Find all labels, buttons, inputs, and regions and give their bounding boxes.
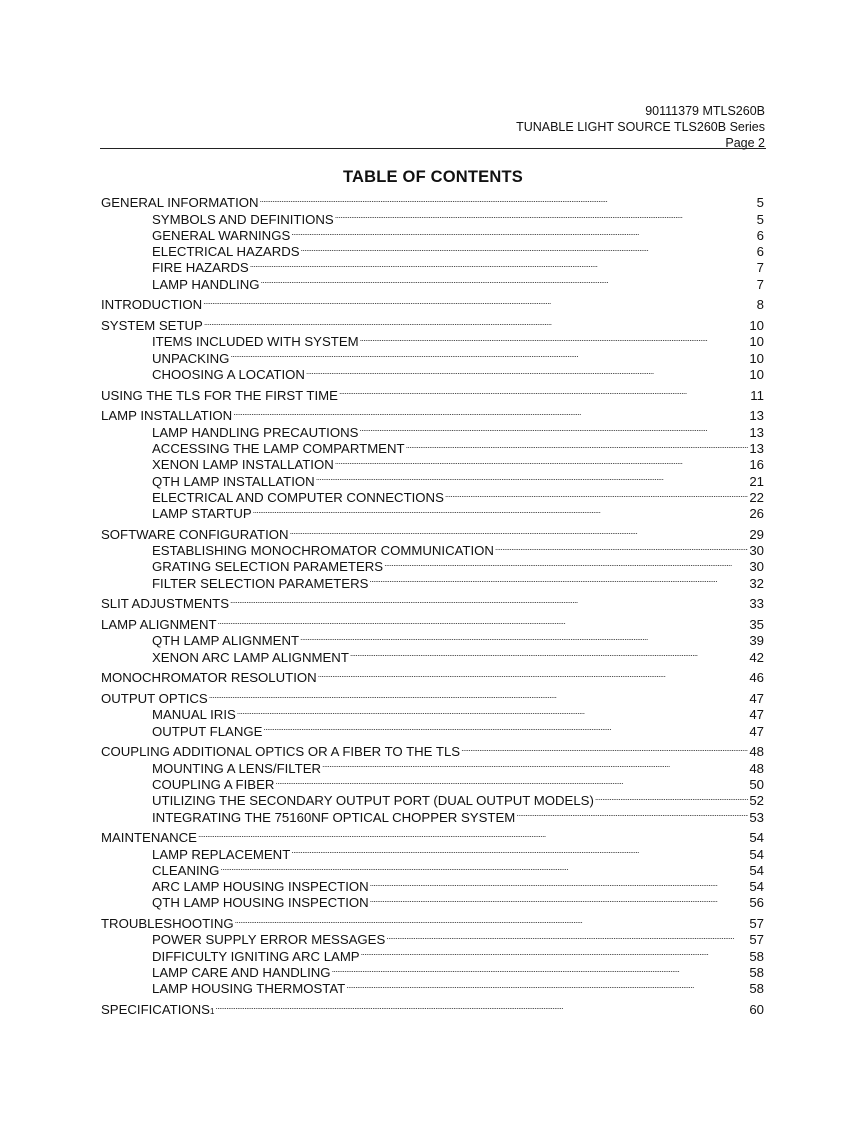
dot-leader (301, 240, 756, 256)
toc-entry-page: 5 (756, 211, 764, 227)
toc-entry-label: FILTER SELECTION PARAMETERS (152, 575, 369, 591)
toc-entry-page: 47 (749, 707, 764, 723)
dot-leader (461, 740, 748, 756)
toc-entry-page: 5 (756, 195, 764, 211)
toc-entry-label: ITEMS INCLUDED WITH SYSTEM (152, 334, 359, 350)
dot-leader (335, 453, 749, 469)
dot-leader (339, 383, 749, 399)
dot-leader (322, 756, 748, 772)
dot-leader (215, 998, 748, 1014)
dot-leader (370, 875, 749, 891)
product-name: TUNABLE LIGHT SOURCE TLS260B Series (516, 120, 765, 134)
doc-number: 90111379 MTLS260B (645, 104, 765, 118)
toc-entry-page: 8 (756, 297, 764, 313)
toc-entry-page: 11 (750, 387, 764, 403)
dot-leader (300, 629, 748, 645)
toc-entry-page: 58 (749, 981, 764, 997)
toc-entry-page: 6 (756, 227, 764, 243)
dot-leader (445, 486, 748, 502)
dot-leader (291, 842, 748, 858)
dot-leader (237, 703, 749, 719)
dot-leader (361, 944, 749, 960)
dot-leader (369, 571, 748, 587)
dot-leader (290, 523, 749, 539)
footnote-marker: 1 (209, 1007, 215, 1017)
toc-entry-label: OUTPUT FLANGE (152, 723, 263, 739)
toc-entry-label: GENERAL INFORMATION (101, 195, 259, 211)
toc-entry-page: 46 (749, 670, 764, 686)
dot-leader (218, 613, 749, 629)
toc-entry-page: 13 (749, 424, 764, 440)
dot-leader (220, 859, 748, 875)
toc-section-entry[interactable] (101, 613, 764, 633)
toc-entry-label: LAMP INSTALLATION (101, 408, 233, 424)
toc-section-entry[interactable] (101, 826, 764, 846)
toc-entry-label: ELECTRICAL HAZARDS (152, 244, 300, 260)
toc-entry-page: 58 (749, 965, 764, 981)
toc-entry-label: QTH LAMP HOUSING INSPECTION (152, 895, 369, 911)
toc-entry-label: GENERAL WARNINGS (152, 227, 291, 243)
toc-section-entry[interactable] (101, 191, 764, 211)
toc-entry-page: 10 (749, 350, 764, 366)
toc-section-entry[interactable] (101, 592, 764, 612)
toc-entry-page: 22 (749, 489, 764, 505)
toc-section-entry[interactable] (101, 740, 764, 760)
toc-entry-label: COUPLING A FIBER (152, 777, 275, 792)
toc-entry-page: 60 (749, 1002, 764, 1018)
toc-entry-label: MANUAL IRIS (152, 707, 236, 723)
toc-entry-label: USING THE TLS FOR THE FIRST TIME (101, 387, 338, 403)
toc-entry-label: UNPACKING (152, 350, 230, 366)
toc-entry-label: SYSTEM SETUP (101, 318, 203, 334)
dot-leader (335, 207, 756, 223)
toc-entry-label: CHOOSING A LOCATION (152, 367, 305, 383)
dot-leader (595, 789, 748, 805)
dot-leader (370, 891, 749, 907)
dot-leader (260, 191, 756, 207)
dot-leader (360, 330, 749, 346)
toc-entry-label: CLEANING (152, 862, 220, 878)
toc-entry-page: 42 (749, 649, 764, 665)
dot-leader (495, 539, 748, 555)
dot-leader (350, 645, 748, 661)
toc-entry-page: 10 (749, 334, 764, 350)
toc-entry-page: 52 (749, 793, 764, 809)
toc-entry-page: 7 (756, 260, 764, 276)
dot-leader (203, 293, 756, 309)
toc-entry-label: MOUNTING A LENS/FILTER (152, 760, 322, 776)
toc-entry-page: 33 (749, 596, 764, 612)
toc-entry-page: 54 (749, 846, 764, 862)
dot-leader (291, 224, 755, 240)
toc-entry-label: MAINTENANCE (101, 830, 197, 846)
dot-leader (516, 805, 748, 821)
toc-entry-page: 54 (749, 879, 764, 895)
toc-entry-page: 29 (749, 526, 764, 542)
dot-leader (406, 437, 749, 453)
header-rule (100, 148, 766, 149)
dot-leader (316, 469, 749, 485)
dot-leader (253, 502, 749, 518)
toc-entry-label: LAMP ALIGNMENT (101, 617, 217, 633)
toc-entry-label: LAMP HOUSING THERMOSTAT (152, 981, 346, 997)
toc-entry-label: LAMP REPLACEMENT (152, 846, 291, 862)
toc-section-entry[interactable] (101, 404, 764, 424)
toc-section-entry[interactable] (101, 998, 764, 1018)
toc-entry-page: 16 (749, 457, 764, 473)
toc-entry-label: ELECTRICAL AND COMPUTER CONNECTIONS (152, 489, 444, 505)
toc-section-entry[interactable] (101, 293, 764, 313)
toc-entry-page: 57 (749, 932, 764, 948)
toc-entry-page: 58 (749, 948, 764, 964)
toc-entry-label: DIFFICULTY IGNITING ARC LAMP (152, 948, 360, 964)
toc-entry-label: ACCESSING THE LAMP COMPARTMENT (152, 441, 405, 457)
toc-entry-label: COUPLING ADDITIONAL OPTICS OR A FIBER TO THE TLS (101, 744, 461, 760)
toc-entry-page: 32 (749, 575, 764, 591)
toc-entry-label: LAMP CARE AND HANDLING (152, 965, 331, 981)
toc-entry-label: XENON LAMP INSTALLATION (152, 457, 334, 473)
toc-entry-label: QTH LAMP ALIGNMENT (152, 633, 300, 649)
toc-entry-page: 48 (749, 744, 764, 760)
dot-leader (230, 592, 748, 608)
toc-section-entry[interactable] (101, 666, 764, 686)
dot-leader (263, 719, 748, 735)
toc-section-entry[interactable] (101, 912, 764, 932)
dot-leader (386, 928, 748, 944)
toc-list (101, 191, 764, 1018)
toc-entry-label: ESTABLISHING MONOCHROMATOR COMMUNICATION (152, 543, 494, 559)
toc-entry-page: 50 (749, 777, 764, 792)
toc-entry-label: SLIT ADJUSTMENTS (101, 596, 229, 612)
toc-entry-label: XENON ARC LAMP ALIGNMENT (152, 649, 349, 665)
toc-entry-page: 21 (749, 473, 764, 489)
toc-entry-page: 10 (749, 318, 764, 334)
toc-section-entry[interactable] (101, 314, 764, 334)
dot-leader (235, 912, 749, 928)
dot-leader (359, 420, 748, 436)
toc-entry-page: 48 (749, 760, 764, 776)
toc-entry-page: 57 (749, 916, 764, 932)
toc-entry-label: GRATING SELECTION PARAMETERS (152, 559, 384, 575)
toc-entry-page: 30 (749, 559, 764, 575)
page-number: Page 2 (725, 136, 765, 150)
toc-entry-label: SYMBOLS AND DEFINITIONS (152, 211, 334, 227)
toc-entry-page: 7 (756, 276, 764, 292)
toc-entry-label: LAMP HANDLING PRECAUTIONS (152, 424, 359, 440)
toc-entry-label: ARC LAMP HOUSING INSPECTION (152, 879, 369, 895)
toc-entry-page: 54 (749, 862, 764, 878)
toc-entry-label: INTEGRATING THE 75160NF OPTICAL CHOPPER SYSTEM (152, 809, 516, 825)
toc-title: TABLE OF CONTENTS (342, 168, 523, 186)
toc-entry-label: OUTPUT OPTICS (101, 691, 208, 707)
toc-section-entry[interactable] (101, 687, 764, 707)
toc-entry-page: 47 (749, 723, 764, 739)
dot-leader (332, 961, 749, 977)
toc-entry-label: TROUBLESHOOTING (101, 916, 234, 932)
toc-entry-page: 53 (749, 809, 764, 825)
toc-entry-label: QTH LAMP INSTALLATION (152, 473, 315, 489)
toc-entry-page: 6 (756, 244, 764, 260)
dot-leader (209, 687, 749, 703)
toc-entry-page: 39 (749, 633, 764, 649)
toc-entry-page: 30 (749, 543, 764, 559)
toc-subsection-entry[interactable] (101, 842, 764, 862)
dot-leader (384, 555, 748, 571)
toc-entry-page: 56 (749, 895, 764, 911)
dot-leader (346, 977, 748, 993)
dot-leader (198, 826, 748, 842)
toc-entry-page: 47 (749, 691, 764, 707)
dot-leader (306, 363, 748, 379)
toc-section-entry[interactable] (101, 383, 764, 403)
toc-entry-page: 35 (749, 617, 764, 633)
toc-entry-label: LAMP HANDLING (152, 276, 260, 292)
toc-entry-label: MONOCHROMATOR RESOLUTION (101, 670, 317, 686)
toc-entry-label: INTRODUCTION (101, 297, 203, 313)
toc-entry-page: 54 (749, 830, 764, 846)
toc-entry-page: 13 (749, 408, 764, 424)
dot-leader (230, 346, 748, 362)
page-header (516, 103, 765, 151)
dot-leader (204, 314, 748, 330)
toc-entry-page: 13 (749, 441, 764, 457)
dot-leader (260, 272, 755, 288)
dot-leader (318, 666, 749, 682)
toc-entry-label: UTILIZING THE SECONDARY OUTPUT PORT (DUAL OUTPUT MODELS) (152, 793, 594, 809)
toc-entry-label: POWER SUPPLY ERROR MESSAGES (152, 932, 386, 948)
toc-section-entry[interactable] (101, 523, 764, 542)
toc-entry-label: FIRE HAZARDS (152, 260, 249, 276)
dot-leader (250, 256, 756, 272)
toc-entry-page: 26 (749, 506, 764, 522)
dot-leader (275, 773, 748, 789)
toc-entry-label: LAMP STARTUP (152, 506, 252, 522)
toc-entry-label: SOFTWARE CONFIGURATION (101, 526, 289, 542)
toc-entry-label: SPECIFICATIONS (101, 1002, 210, 1018)
dot-leader (233, 404, 748, 420)
toc-entry-page: 10 (749, 367, 764, 383)
